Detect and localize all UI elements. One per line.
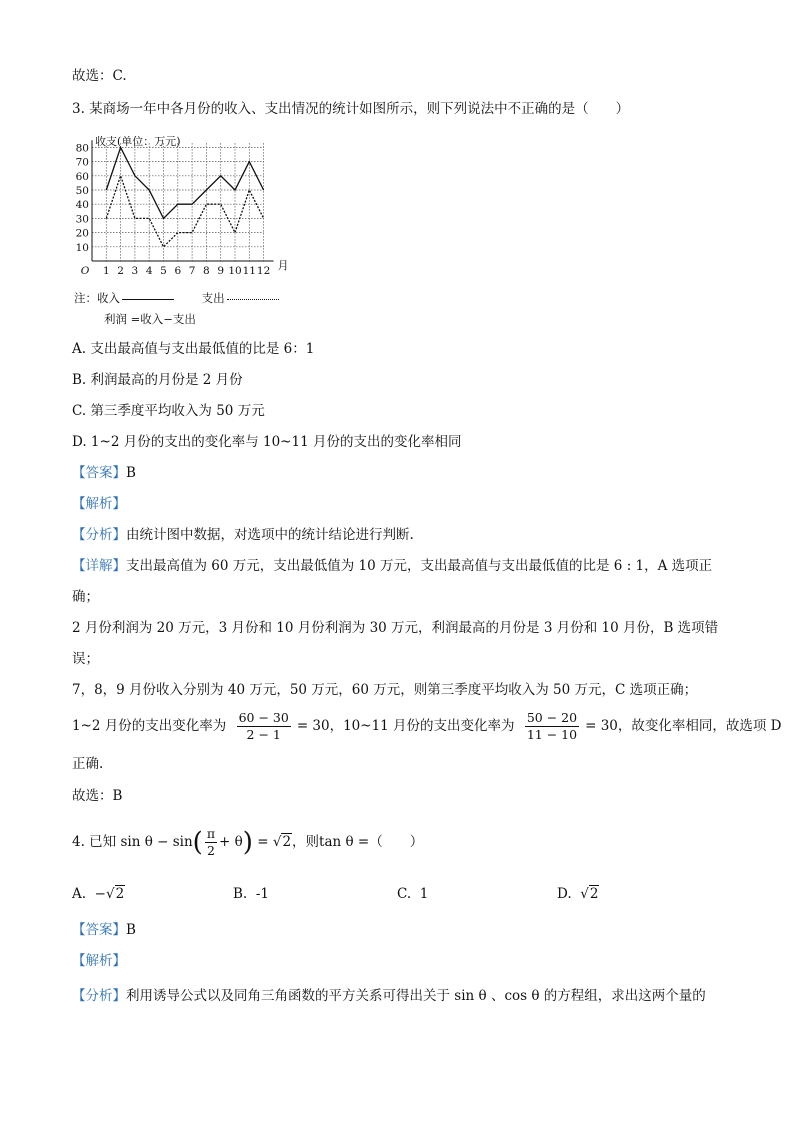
x-tick-label: 12 [256,265,271,277]
fenxi-tag: 【分析】 [72,988,126,1004]
answer-value: B [126,922,136,938]
q4-option-c-value: 1 [419,886,429,902]
xiangjie-tag: 【详解】 [72,558,126,574]
fenxi-tag: 【分析】 [72,527,126,543]
answer-value: B [126,465,136,481]
sqrt-sign: √ [580,886,589,902]
y-tick-label: 50 [75,185,89,197]
fenxi-text: 由统计图中数据，对选项中的统计结论进行判断. [126,527,414,543]
pi-over-2-num: π [206,826,216,841]
origin-label: O [80,265,90,277]
y-tick-label: 60 [75,170,89,183]
x-tick-label: 11 [242,265,256,277]
fraction-2 [525,710,579,743]
q4-option-a-minus: − [94,886,106,902]
fraction-2-num: 50 − 20 [526,710,578,725]
q4-option-d-sqrt: 2 [589,886,599,902]
question-4 [72,824,423,861]
q4-eq: = [257,834,269,850]
pi-over-2-den: 2 [206,843,215,858]
y-tick-label: 20 [75,227,89,240]
option-d: D. 1~2 月份的支出的变化率与 10~11 月份的支出的变化率相同 [72,434,462,450]
prev-conclusion: 故选：C. [72,68,127,84]
q4-plus-theta: + θ [219,834,243,850]
q4-option-a [72,884,125,904]
q4-paren: （ ） [369,834,424,850]
sqrt-sign: √ [272,834,282,850]
q4-option-b-value: -1 [255,886,269,902]
q4-option-c [397,884,428,904]
x-tick-label: 5 [160,265,167,277]
d-pre: 1~2 月份的支出变化率为 [72,718,227,734]
analysis-4-heading [72,951,126,971]
d-post: = 30，故变化率相同，故选项 D [585,718,782,734]
expense-series-line [106,176,263,247]
y-tick-label: 30 [75,213,89,226]
chart-title: 收支(单位：万元) [95,136,181,149]
answer-tag: 【答案】 [72,922,126,938]
xiangjie-3-a [72,556,712,576]
x-tick-label: 4 [145,265,153,277]
right-paren: ) [242,827,253,858]
d-mid: = 30，10~11 月份的支出变化率为 [296,718,515,734]
xiangjie-text: 支出最高值为 60 万元，支出最低值为 10 万元，支出最高值与支出最低值的比是 6 : 1，A 选项正 [126,558,713,574]
income-series-line [106,147,263,218]
x-tick-label: 6 [174,265,182,277]
x-tick-label: 2 [117,265,124,277]
q4-option-b-label: B. [233,886,248,902]
answer-4 [72,920,136,940]
option-a: A. 支出最高值与支出最低值的比是 6：1 [72,341,315,357]
x-tick-label: 3 [131,265,139,277]
income-expense-chart [70,136,310,296]
fenxi-4 [72,986,706,1006]
y-tick-label: 10 [75,241,89,254]
option-c: C. 第三季度平均收入为 50 万元 [72,403,265,419]
fraction-1 [237,710,291,743]
q4-option-b [233,884,269,904]
xiangjie-3-d2: 正确. [72,756,104,772]
sqrt-sign: √ [105,886,115,902]
xiangjie-3-d [72,708,782,744]
legend-income-label: 收入 [97,291,120,305]
x-unit-label: 月 [277,259,289,272]
fraction-2-den: 11 − 10 [526,727,578,742]
q4-pre: 4. 已知 [72,834,117,850]
question-3: 3. 某商场一年中各月份的收入、支出情况的统计如图所示，则下列说法中不正确的是（ ） [72,101,630,117]
sqrt-2: 2 [282,834,292,850]
q4-tan: tan θ = [319,834,370,850]
q4-option-d [557,884,599,904]
q4-option-a-label: A. [72,886,87,902]
chart-note-row1 [74,290,279,306]
q4-option-d-label: D. [557,886,572,902]
q4-post: ，则 [292,834,320,850]
left-paren: ( [192,827,203,858]
analysis-tag: 【解析】 [72,953,126,969]
xiangjie-3-c: 7，8，9 月份收入分别为 40 万元，50 万元，60 万元，则第三季度平均收入为 50 万元，C 选项正确； [72,682,698,698]
fenxi-text: 利用诱导公式以及同角三角函数的平方关系可得出关于 sin θ 、cos θ 的方程组，求出这两个量的 [126,988,706,1004]
x-tick-label: 10 [228,265,242,277]
conclusion-3: 故选：B [72,788,123,804]
answer-3 [72,463,136,483]
x-tick-label: 9 [217,265,225,277]
x-tick-label: 8 [203,265,210,277]
y-tick-label: 70 [75,156,89,169]
fraction-1-den: 2 − 1 [246,727,281,742]
analysis-3-heading [72,494,126,514]
note-prefix: 注： [74,291,97,305]
chart-note-profit: 利润 =收入−支出 [104,312,196,326]
x-tick-label: 7 [188,265,196,277]
fraction-1-num: 60 − 30 [238,710,289,725]
y-tick-label: 80 [75,142,89,155]
answer-tag: 【答案】 [72,465,126,481]
q4-option-a-sqrt: 2 [115,886,125,902]
xiangjie-3-b2: 误； [72,651,99,667]
option-b: B. 利润最高的月份是 2 月份 [72,372,243,388]
x-tick-label: 1 [102,265,110,277]
xiangjie-3-b: 2 月份利润为 20 万元，3 月份和 10 月份利润为 30 万元，利润最高的月份是 3 月份和 10 月份，B 选项错 [72,620,719,636]
y-tick-label: 40 [75,199,89,212]
xiangjie-3-a2: 确； [72,589,99,605]
analysis-tag: 【解析】 [72,496,126,512]
legend-expense-label: 支出 [201,291,225,305]
legend-income-line [122,299,174,300]
q4-option-c-label: C. [397,886,412,902]
legend-expense-line [227,299,279,300]
fenxi-3 [72,525,414,545]
q4-sin-expr: sin θ − sin [120,834,193,850]
pi-over-2 [205,826,217,859]
